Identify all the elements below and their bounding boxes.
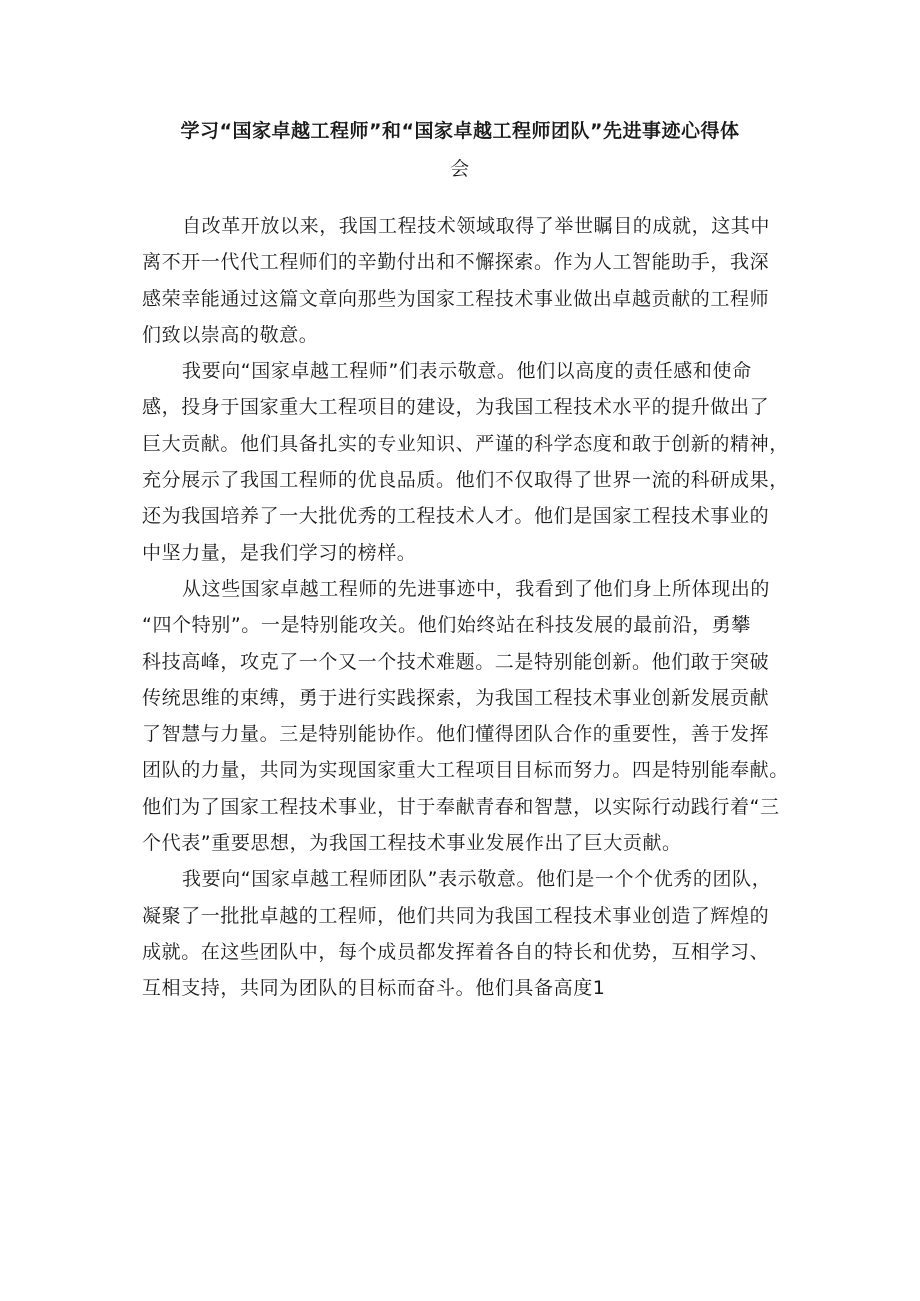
paragraph-line: 团队的力量，共同为实现国家重大工程项目目标而努力。四是特别能奉献。: [142, 759, 789, 782]
paragraph-line: 感荣幸能通过这篇文章向那些为国家工程技术事业做出卓越贡献的工程师: [142, 287, 770, 310]
paragraph-line: 他们为了国家工程技术事业，甘于奉献青春和智慧，以实际行动践行着“三: [142, 795, 780, 818]
paragraph-1: [142, 208, 782, 353]
paragraph-line: 离不开一代代工程师们的辛勤付出和不懈探索。作为人工智能助手，我深: [142, 251, 770, 274]
title-line-1: 学习“国家卓越工程师”和“国家卓越工程师团队”先进事迹心得体: [180, 120, 740, 142]
paragraph-line: 我要向“国家卓越工程师”们表示敬意。他们以高度的责任感和使命: [182, 360, 752, 383]
paragraph-line: 充分展示了我国工程师的优良品质。他们不仅取得了世界一流的科研成果，: [142, 469, 789, 492]
paragraph-line: 巨大贡献。他们具备扎实的专业知识、严谨的科学态度和敢于创新的精神，: [142, 432, 789, 455]
paragraph-line: 从这些国家卓越工程师的先进事迹中，我看到了他们身上所体现出的: [182, 577, 771, 600]
document-title: [100, 112, 820, 188]
paragraph-line: “四个特别”。一是特别能攻关。他们始终站在科技发展的最前沿，勇攀: [142, 614, 751, 637]
paragraph-line: 凝聚了一批批卓越的工程师，他们共同为我国工程技术事业创造了辉煌的: [142, 904, 770, 927]
paragraph-line: 我要向“国家卓越工程师团队”表示敬意。他们是一个个优秀的团队，: [182, 868, 772, 891]
paragraph-line: 科技高峰，攻克了一个又一个技术难题。二是特别能创新。他们敢于突破: [142, 650, 770, 673]
paragraph-line: 传统思维的束缚，勇于进行实践探索，为我国工程技术事业创新发展贡献: [142, 686, 770, 709]
paragraph-line: 互相支持，共同为团队的目标而奋斗。他们具备高度1: [142, 977, 606, 1000]
paragraph-line: 们致以崇高的敬意。: [142, 323, 319, 346]
paragraph-line: 了智慧与力量。三是特别能协作。他们懂得团队合作的重要性，善于发挥: [142, 723, 770, 746]
paragraph-line: 感，投身于国家重大工程项目的建设，为我国工程技术水平的提升做出了: [142, 396, 770, 419]
paragraph-line: 个代表”重要思想，为我国工程技术事业发展作出了巨大贡献。: [142, 832, 682, 855]
paragraph-line: 中坚力量，是我们学习的榜样。: [142, 541, 417, 564]
title-line-2: 会: [450, 158, 470, 180]
paragraph-line: 还为我国培养了一大批优秀的工程技术人才。他们是国家工程技术事业的: [142, 505, 770, 528]
paragraph-line: 成就。在这些团队中，每个成员都发挥着各自的特长和优势，互相学习、: [142, 940, 770, 963]
document-body: [142, 208, 789, 1007]
paragraph-4: [142, 861, 782, 1006]
paragraph-2: [142, 353, 789, 571]
paragraph-3: [142, 571, 789, 861]
paragraph-line: 自改革开放以来，我国工程技术领域取得了举世瞩目的成就，这其中: [182, 215, 771, 237]
